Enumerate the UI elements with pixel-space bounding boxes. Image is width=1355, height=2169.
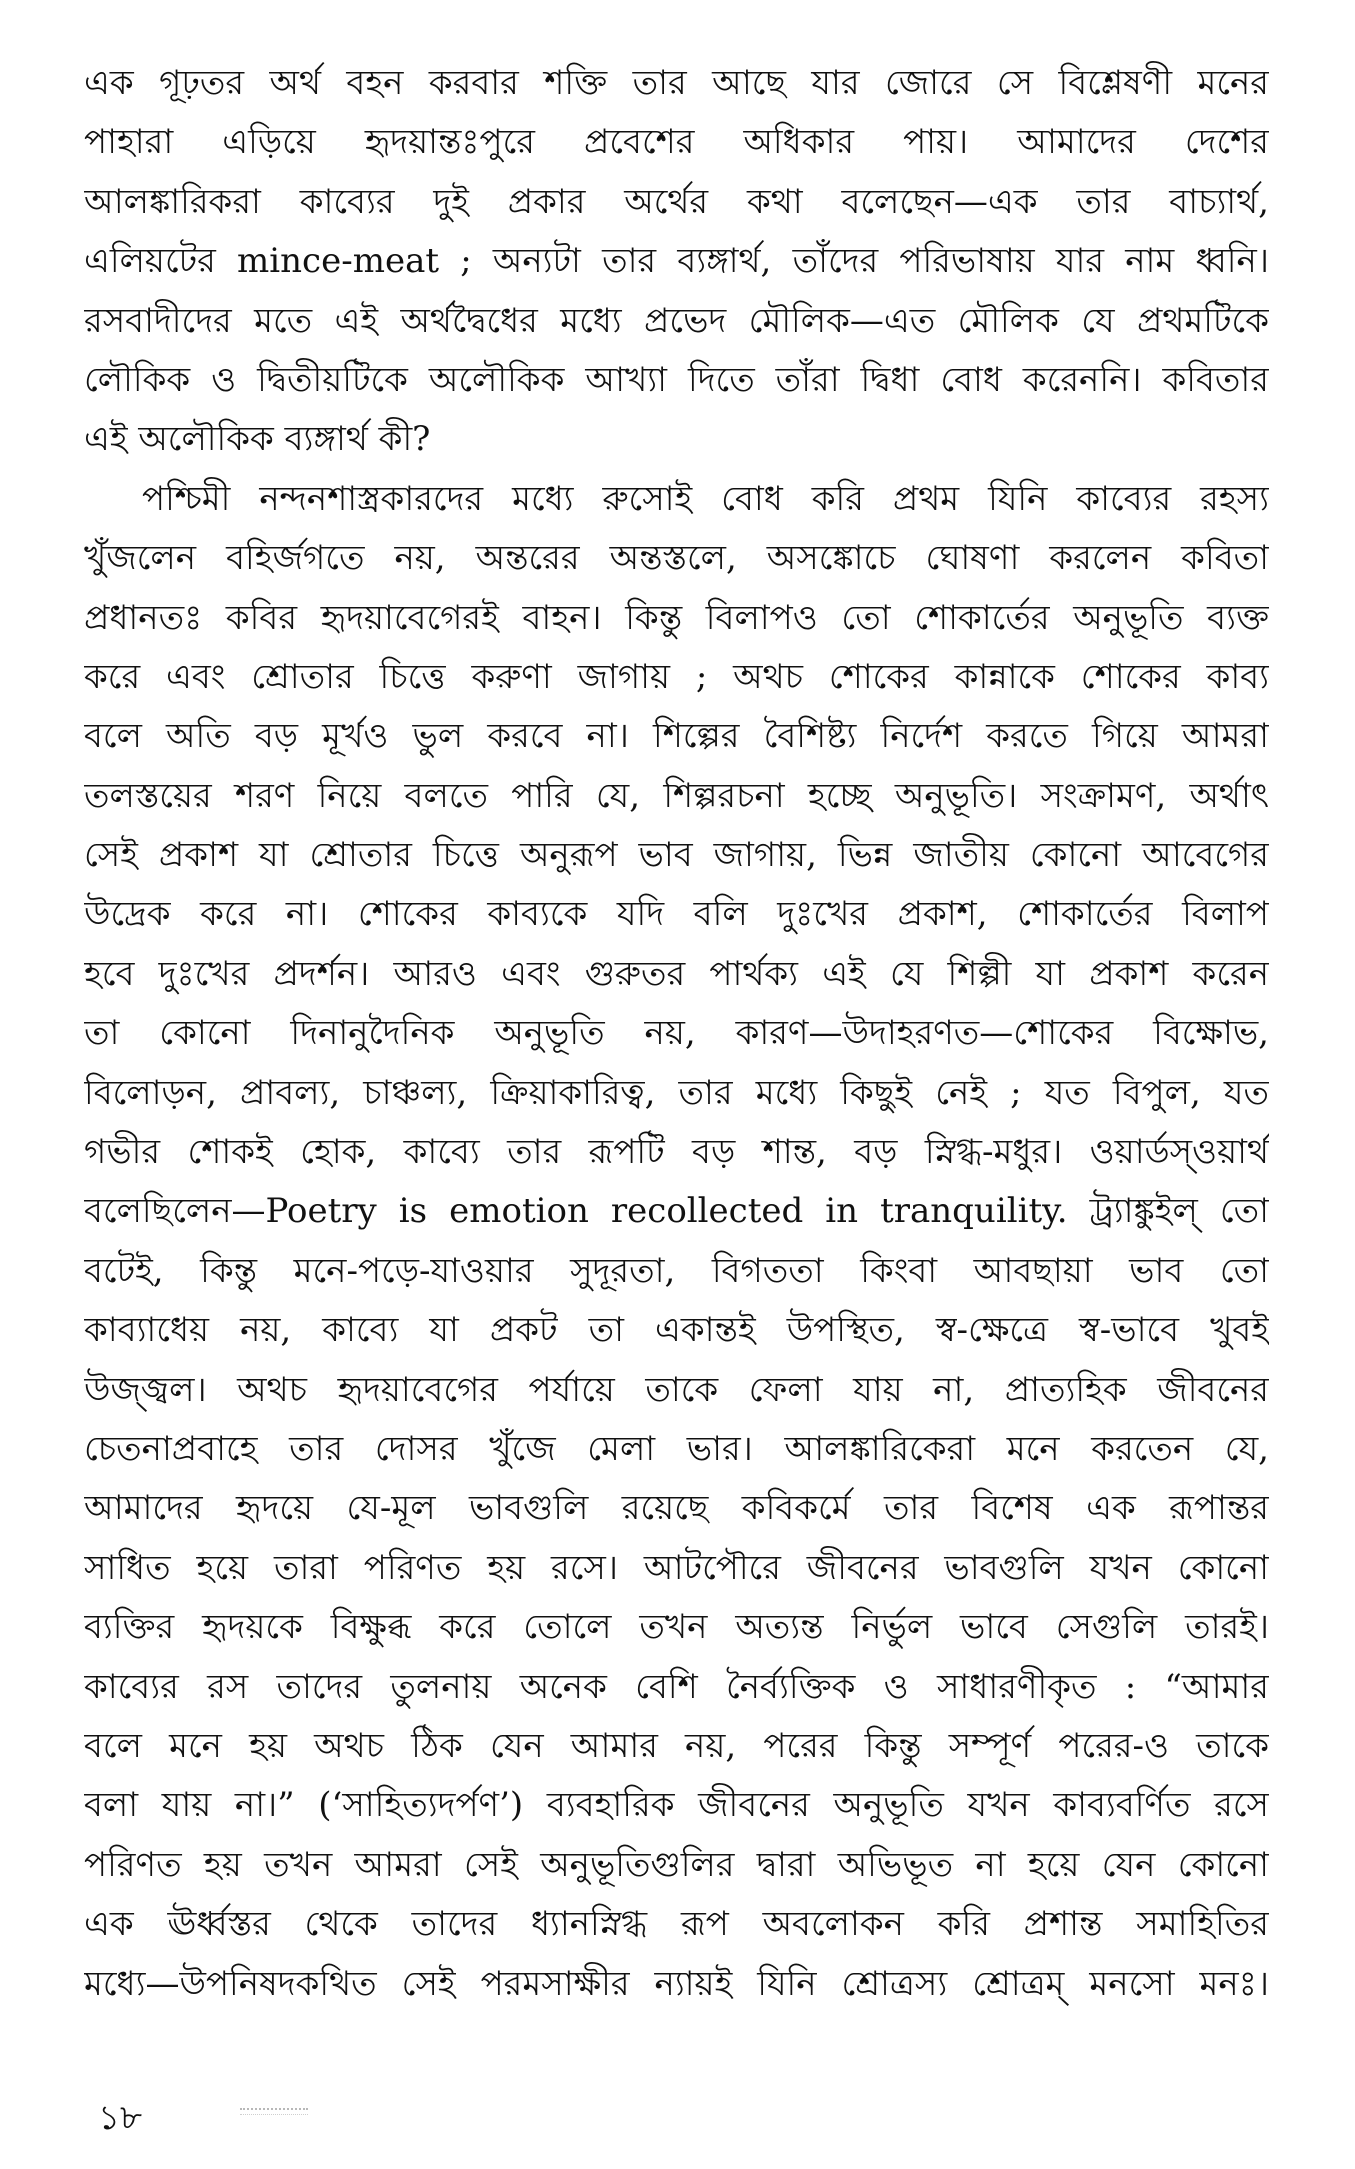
text-line: রসবাদীদের মতে এই অর্থদ্বৈধের মধ্যে প্রভেদ মৌলিক—এত মৌলিক যে প্রথমটিকে bbox=[84, 300, 1269, 341]
text-line: চেতনাপ্রবাহে তার দোসর খুঁজে মেলা ভার। আলঙ্কারিকেরা মনে করতেন যে, bbox=[84, 1428, 1269, 1469]
text-line: কাব্যাধেয় নয়, কাব্যে যা প্রকট তা একান্তই উপস্থিত, স্ব-ক্ষেত্রে স্ব-ভাবে খুবই bbox=[84, 1310, 1269, 1351]
text-line: কাব্যের রস তাদের তুলনায় অনেক বেশি নৈর্ব্যক্তিক ও সাধারণীকৃত : “আমার bbox=[84, 1666, 1269, 1707]
text-line: এলিয়টের mince-meat ; অন্যটা তার ব্যঙ্গার্থ, তাঁদের পরিভাষায় যার নাম ধ্বনি। bbox=[84, 241, 1269, 282]
text-line: গভীর শোকই হোক, কাব্যে তার রূপটি বড় শান্ত, বড় স্নিগ্ধ-মধুর। ওয়ার্ডস্‌ওয়ার্থ bbox=[84, 1132, 1269, 1173]
text-line: পাহারা এড়িয়ে হৃদয়ান্তঃপুরে প্রবেশের অধিকার পায়। আমাদের দেশের bbox=[84, 122, 1269, 163]
text-line: বলেছিলেন—Poetry is emotion recollected in tranquility. ট্র্যাঙ্কুইল্‌ তো bbox=[84, 1191, 1269, 1232]
text-line: মধ্যে—উপনিষদকথিত সেই পরমসাক্ষীর ন্যায়ই যিনি শ্রোত্রস্য শ্রোত্রম্‌ মনসো মনঃ। bbox=[84, 1963, 1269, 2004]
text-line: বলে অতি বড় মূর্খও ভুল করবে না। শিল্পের বৈশিষ্ট্য নির্দেশ করতে গিয়ে আমরা bbox=[84, 716, 1269, 757]
text-line: বলা যায় না।” (‘সাহিত্যদর্পণ’) ব্যবহারিক জীবনের অনুভূতি যখন কাব্যবর্ণিত রসে bbox=[84, 1785, 1269, 1826]
text-line: আলঙ্কারিকরা কাব্যের দুই প্রকার অর্থের কথা বলেছেন—এক তার বাচ্যার্থ, bbox=[84, 181, 1269, 222]
text-line: সেই প্রকাশ যা শ্রোতার চিত্তে অনুরূপ ভাব জাগায়, ভিন্ন জাতীয় কোনো আবেগের bbox=[84, 835, 1269, 876]
text-line: সাধিত হয়ে তারা পরিণত হয় রসে। আটপৌরে জীবনের ভাবগুলি যখন কোনো bbox=[84, 1547, 1269, 1588]
paragraph-first-line: পশ্চিমী নন্দনশাস্ত্রকারদের মধ্যে রুসোই বোধ করি প্রথম যিনি কাব্যের রহস্য bbox=[142, 478, 1269, 519]
text-line: উজ্জ্বল। অথচ হৃদয়াবেগের পর্যায়ে তাকে ফেলা যায় না, প্রাত্যহিক জীবনের bbox=[84, 1369, 1269, 1410]
body-text bbox=[84, 54, 1269, 2014]
text-line: ব্যক্তির হৃদয়কে বিক্ষুব্ধ করে তোলে তখন অত্যন্ত নির্ভুল ভাবে সেগুলি তারই। bbox=[84, 1607, 1269, 1648]
text-line: তা কোনো দিনানুদৈনিক অনুভূতি নয়, কারণ—উদাহরণত—শোকের বিক্ষোভ, bbox=[84, 1013, 1269, 1054]
text-line: বটেই, কিন্তু মনে-পড়ে-যাওয়ার সুদূরতা, বিগততা কিংবা আবছায়া ভাব তো bbox=[84, 1250, 1269, 1291]
text-line: প্রধানতঃ কবির হৃদয়াবেগেরই বাহন। কিন্তু বিলাপও তো শোকার্তের অনুভূতি ব্যক্ত bbox=[84, 597, 1269, 638]
text-line: লৌকিক ও দ্বিতীয়টিকে অলৌকিক আখ্যা দিতে তাঁরা দ্বিধা বোধ করেননি। কবিতার bbox=[84, 359, 1269, 400]
text-line: পরিণত হয় তখন আমরা সেই অনুভূতিগুলির দ্বারা অভিভূত না হয়ে যেন কোনো bbox=[84, 1844, 1269, 1885]
page-number: ১৮ bbox=[98, 2098, 143, 2138]
text-line: এক গূঢ়তর অর্থ বহন করবার শক্তি তার আছে যার জোরে সে বিশ্লেষণী মনের bbox=[84, 63, 1269, 103]
text-line: এক ঊর্ধ্বস্তর থেকে তাদের ধ্যানস্নিগ্ধ রূপ অবলোকন করি প্রশান্ত সমাহিতির bbox=[84, 1904, 1269, 1945]
text-line: আমাদের হৃদয়ে যে-মূল ভাবগুলি রয়েছে কবিকর্মে তার বিশেষ এক রূপান্তর bbox=[84, 1488, 1269, 1529]
text-line: খুঁজলেন বহির্জগতে নয়, অন্তরের অন্তস্তলে, অসঙ্কোচে ঘোষণা করলেন কবিতা bbox=[84, 538, 1269, 579]
text-line: তলস্তয়ের শরণ নিয়ে বলতে পারি যে, শিল্পরচনা হচ্ছে অনুভূতি। সংক্রামণ, অর্থাৎ bbox=[84, 775, 1269, 816]
scan-speck bbox=[240, 2108, 308, 2115]
text-line: বিলোড়ন, প্রাবল্য, চাঞ্চল্য, ক্রিয়াকারিত্ব, তার মধ্যে কিছুই নেই ; যত বিপুল, যত bbox=[84, 1072, 1269, 1113]
text-line: বলে মনে হয় অথচ ঠিক যেন আমার নয়, পরের কিন্তু সম্পূর্ণ পরের-ও তাকে bbox=[84, 1725, 1269, 1766]
text-line: হবে দুঃখের প্রদর্শন। আরও এবং গুরুতর পার্থক্য এই যে শিল্পী যা প্রকাশ করেন bbox=[84, 953, 1269, 994]
text-line: করে এবং শ্রোতার চিত্তে করুণা জাগায় ; অথচ শোকের কান্নাকে শোকের কাব্য bbox=[84, 656, 1269, 697]
paragraph-last-line: এই অলৌকিক ব্যঙ্গার্থ কী? bbox=[84, 419, 431, 460]
text-line: উদ্রেক করে না। শোকের কাব্যকে যদি বলি দুঃখের প্রকাশ, শোকার্তের বিলাপ bbox=[84, 894, 1269, 935]
